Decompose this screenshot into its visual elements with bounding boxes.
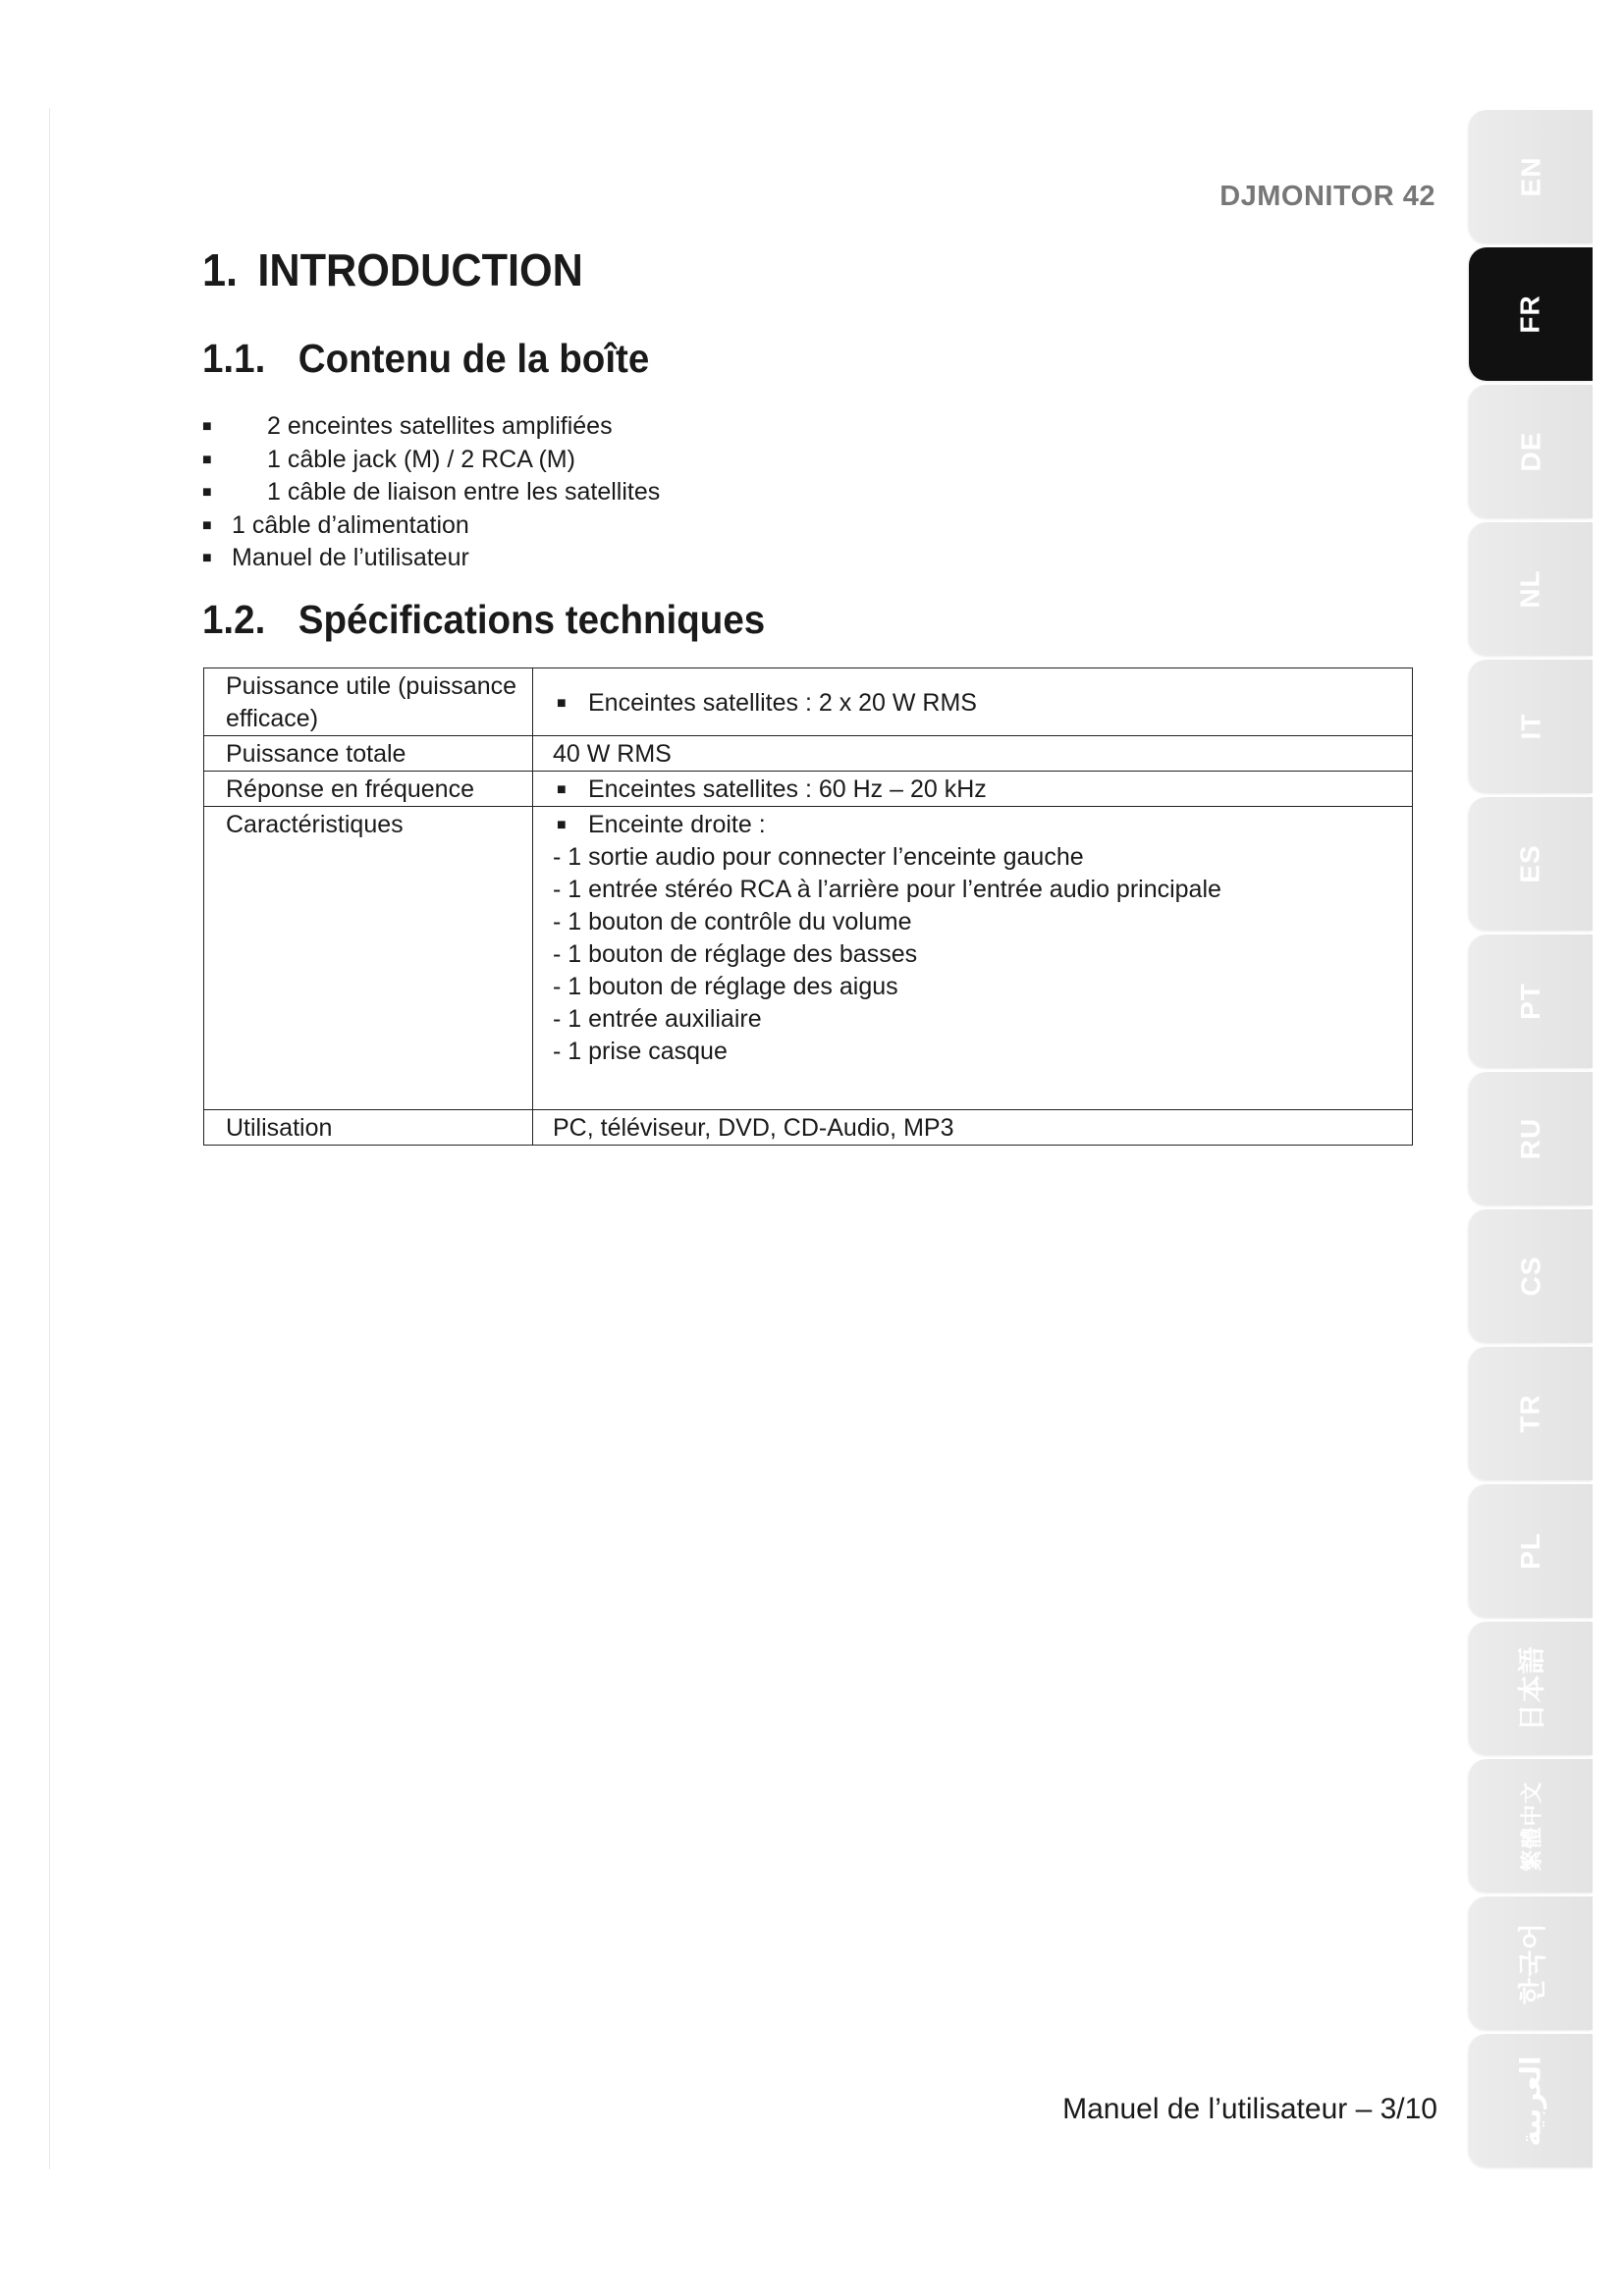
table-row	[204, 772, 1413, 807]
specifications-table	[203, 667, 1413, 1146]
table-row	[204, 736, 1413, 772]
table-cell-label: Caractéristiques	[204, 807, 533, 1110]
square-bullet-icon: ■	[202, 516, 212, 534]
subsection-title: Contenu de la boîte	[298, 336, 650, 381]
language-tabs	[1469, 110, 1593, 2171]
square-bullet-icon: ■	[202, 550, 212, 566]
list-item: ■ 1 câble de liaison entre les satellites	[202, 476, 660, 509]
language-tab-ko[interactable]: 한국어	[1469, 1896, 1593, 2030]
feature-line: - 1 bouton de contrôle du volume	[553, 908, 912, 935]
table-cell-label: Utilisation	[204, 1110, 533, 1146]
language-tab-zh-tw[interactable]: 繁體中文	[1469, 1759, 1593, 1893]
box-contents-list	[202, 410, 660, 575]
subsection-number: 1.2.	[202, 597, 266, 642]
square-bullet-icon: ■	[202, 418, 212, 435]
language-tab-en[interactable]: EN	[1469, 110, 1593, 243]
table-cell-label: Puissance totale	[204, 736, 533, 772]
table-cell-value	[533, 807, 1413, 1110]
language-tab-ru[interactable]: RU	[1469, 1072, 1593, 1205]
section-number: 1.	[202, 244, 239, 295]
list-item: ■ 2 enceintes satellites amplifiées	[202, 410, 660, 444]
table-cell-label: Réponse en fréquence	[204, 772, 533, 807]
feature-line: - 1 entrée stéréo RCA à l’arrière pour l’entrée audio principale	[553, 876, 1221, 903]
table-cell-label: Puissance utile (puissance efficace)	[204, 668, 533, 736]
feature-line: - 1 entrée auxiliaire	[553, 1005, 762, 1033]
square-bullet-icon: ■	[202, 484, 212, 501]
square-bullet-icon: ■	[557, 694, 567, 712]
language-tab-ar[interactable]: العربية	[1469, 2034, 1593, 2167]
language-tab-pt[interactable]: PT	[1469, 934, 1593, 1068]
list-item: ■ 1 câble d’alimentation	[202, 509, 660, 543]
table-cell-value: ■ Enceintes satellites : 60 Hz – 20 kHz	[533, 772, 1413, 807]
subsection-heading-box-contents	[202, 336, 649, 382]
language-tab-tr[interactable]: TR	[1469, 1347, 1593, 1480]
table-row	[204, 668, 1413, 736]
features-head: ■ Enceinte droite :	[553, 809, 1406, 841]
feature-line: - 1 bouton de réglage des basses	[553, 940, 918, 968]
margin-line-main	[49, 108, 50, 2169]
language-tab-fr[interactable]: FR	[1469, 247, 1593, 381]
product-name: DJMONITOR 42	[1219, 181, 1435, 212]
language-tab-es[interactable]: ES	[1469, 797, 1593, 931]
section-title: INTRODUCTION	[257, 244, 583, 295]
feature-line: - 1 prise casque	[553, 1038, 728, 1065]
square-bullet-icon: ■	[202, 451, 212, 468]
feature-line: - 1 bouton de réglage des aigus	[553, 973, 898, 1000]
subsection-heading-specifications	[202, 597, 765, 643]
list-item: ■ Manuel de l’utilisateur	[202, 542, 660, 575]
language-tab-cs[interactable]: CS	[1469, 1209, 1593, 1343]
table-row	[204, 807, 1413, 1110]
language-tab-it[interactable]: IT	[1469, 660, 1593, 793]
feature-line: - 1 sortie audio pour connecter l’enceinte gauche	[553, 843, 1084, 871]
language-tab-pl[interactable]: PL	[1469, 1484, 1593, 1618]
table-row	[204, 1110, 1413, 1146]
language-tab-ja[interactable]: 日本語	[1469, 1622, 1593, 1755]
language-tab-nl[interactable]: NL	[1469, 522, 1593, 656]
square-bullet-icon: ■	[557, 817, 567, 833]
list-item: ■ 1 câble jack (M) / 2 RCA (M)	[202, 444, 660, 477]
table-cell-value: PC, téléviseur, DVD, CD-Audio, MP3	[533, 1110, 1413, 1146]
subsection-title: Spécifications techniques	[298, 597, 766, 642]
section-heading-introduction	[202, 243, 583, 296]
page-footer: Manuel de l’utilisateur – 3/10	[1062, 2093, 1437, 2125]
subsection-number: 1.1.	[202, 336, 266, 381]
table-cell-value: 40 W RMS	[533, 736, 1413, 772]
table-cell-value: ■ Enceintes satellites : 2 x 20 W RMS	[533, 668, 1413, 736]
language-tab-de[interactable]: DE	[1469, 385, 1593, 518]
square-bullet-icon: ■	[557, 781, 567, 798]
